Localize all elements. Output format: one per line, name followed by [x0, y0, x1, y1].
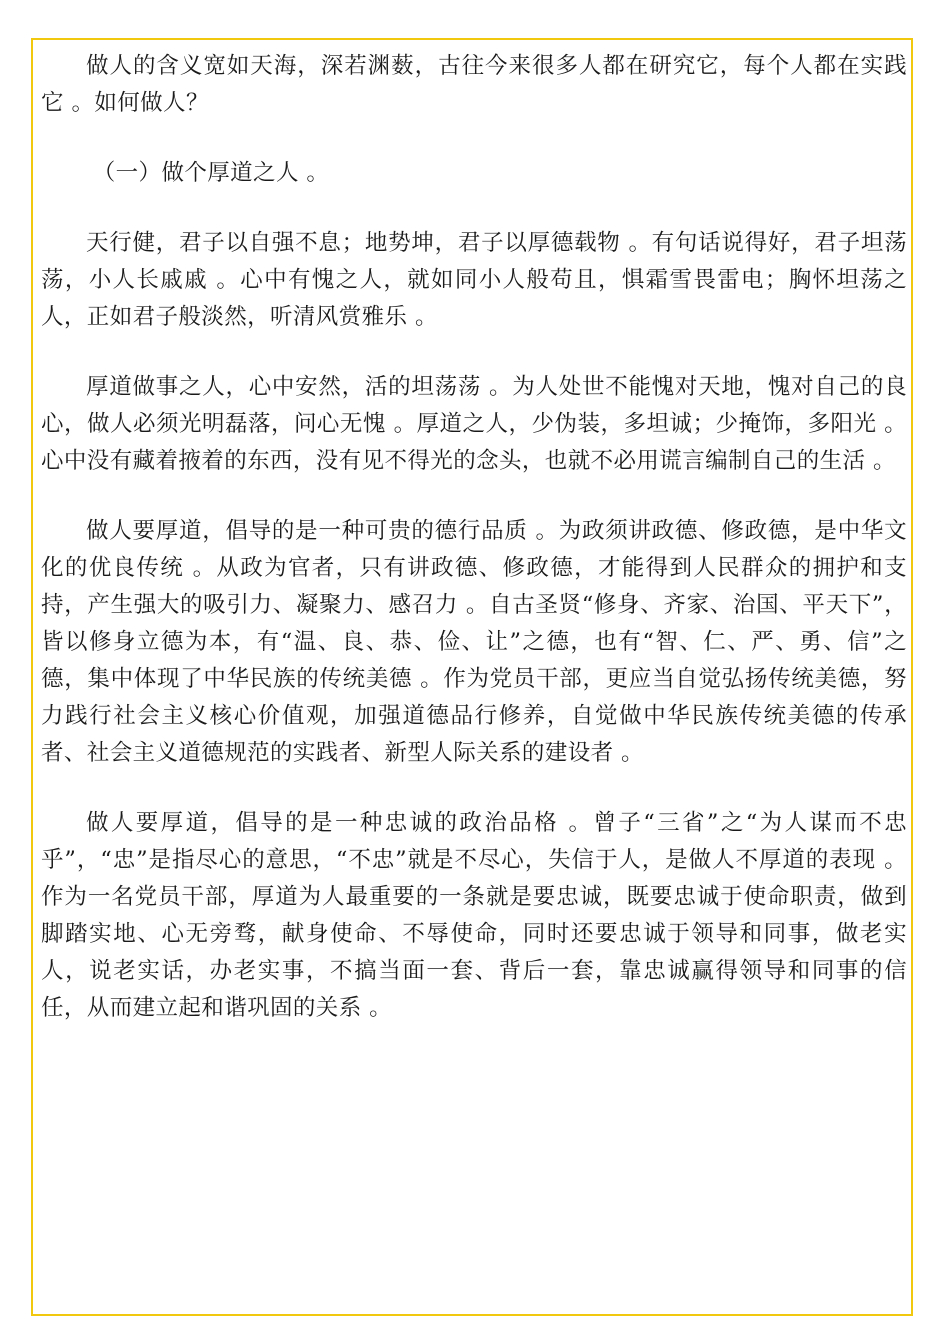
- body-paragraph: 天行健，君子以自强不息；地势坤，君子以厚德载物 。有句话说得好，君子坦荡荡，小人长戚戚 。心中有愧之人，就如同小人般苟且，惧霜雪畏雷电；胸怀坦荡之人，正如君子般淡然，听清风赏雅乐 。: [41, 230, 907, 330]
- body-paragraph: 厚道做事之人，心中安然，活的坦荡荡 。为人处世不能愧对天地，愧对自己的良心，做人必须光明磊落，问心无愧 。厚道之人，少伪装，多坦诚；少掩饰，多阳光 。心中没有藏着掖着的东西，没有见不得光的念头，也就不必用谎言编制自己的生活 。: [41, 374, 907, 474]
- document-body: [41, 48, 907, 1060]
- intro-paragraph: 做人的含义宽如天海，深若渊薮，古往今来很多人都在研究它，每个人都在实践它 。如何做人？: [41, 53, 907, 116]
- section-heading: （一）做个厚道之人 。: [92, 160, 330, 186]
- body-paragraph: 做人要厚道，倡导的是一种忠诚的政治品格 。曾子“三省”之“为人谋而不忠乎”，“忠”是指尽心的意思，“不忠”就是不尽心，失信于人，是做人不厚道的表现 。作为一名党员干部，厚道为人最重要的一条就是要忠诚，既要忠诚于使命职责，做到脚踏实地、心无旁骛，献身使命、不辱使命，同时还要忠诚于领导和同事，做老实人，说老实话，办老实事，不搞当面一套、背后一套，靠忠诚赢得领导和同事的信任，从而建立起和谐巩固的关系 。: [41, 810, 907, 1021]
- body-paragraph: 做人要厚道，倡导的是一种可贵的德行品质 。为政须讲政德、修政德，是中华文化的优良传统 。从政为官者，只有讲政德、修政德，才能得到人民群众的拥护和支持，产生强大的吸引力、凝聚力、感召力 。自古圣贤“修身、齐家、治国、平天下”，皆以修身立德为本，有“温、良、恭、俭、让”之德，也有“智、仁、严、勇、信”之德，集中体现了中华民族的传统美德 。作为党员干部，更应当自觉弘扬传统美德，努力践行社会主义核心价值观，加强道德品行修养，自觉做中华民族传统美德的传承者、社会主义道德规范的实践者、新型人际关系的建设者 。: [41, 518, 907, 766]
